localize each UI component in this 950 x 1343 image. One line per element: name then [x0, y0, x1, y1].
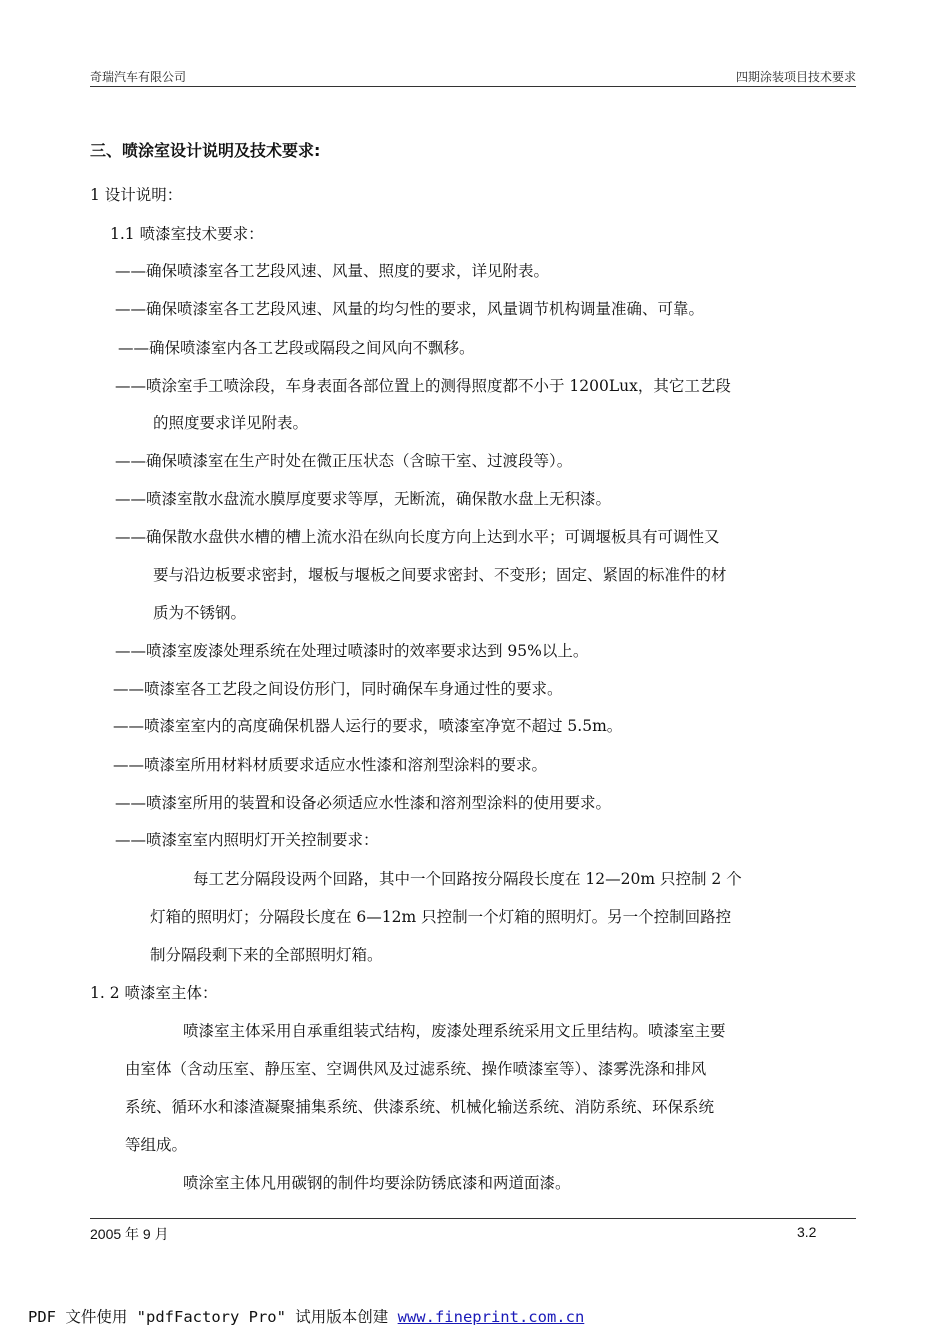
body-line: 制分隔段剩下来的全部照明灯箱。: [150, 946, 383, 964]
body-line: ——确保喷漆室在生产时处在微正压状态（含晾干室、过渡段等）。: [115, 452, 573, 470]
body-line: 喷涂室主体凡用碳钢的制件均要涂防锈底漆和两道面漆。: [183, 1174, 571, 1192]
header-doc-title: 四期涂装项目技术要求: [735, 70, 856, 84]
body-line: 灯箱的照明灯；分隔段长度在 6—12m 只控制一个灯箱的照明灯。另一个控制回路控: [150, 908, 732, 926]
body-line: 的照度要求详见附表。: [153, 414, 309, 432]
pdf-watermark-link[interactable]: www.fineprint.com.cn: [397, 1308, 585, 1326]
footer-rule: [90, 1218, 856, 1219]
body-line: ——喷漆室废漆处理系统在处理过喷漆时的效率要求达到 95%以上。: [115, 642, 589, 660]
body-line: 要与沿边板要求密封，堰板与堰板之间要求密封、不变形；固定、紧固的标准件的材: [153, 566, 727, 584]
body-line: 系统、循环水和漆渣凝聚捕集系统、供漆系统、机械化输送系统、消防系统、环保系统: [125, 1098, 715, 1116]
body-line: 每工艺分隔段设两个回路，其中一个回路按分隔段长度在 12—20m 只控制 2 个: [193, 870, 742, 888]
body-line: ——喷漆室室内的高度确保机器人运行的要求，喷漆室净宽不超过 5.5m。: [113, 717, 623, 735]
body-line: ——喷漆室散水盘流水膜厚度要求等厚，无断流，确保散水盘上无积漆。: [115, 490, 612, 508]
header-company: 奇瑞汽车有限公司: [90, 70, 187, 84]
body-line: ——确保喷漆室内各工艺段或隔段之间风向不飘移。: [118, 339, 475, 357]
pdf-watermark: [28, 1305, 584, 1327]
body-line: 等组成。: [125, 1136, 188, 1154]
body-line: ——确保喷漆室各工艺段风速、风量的均匀性的要求，风量调节机构调量准确、可靠。: [115, 300, 705, 318]
footer-date: 2005 年 9 月: [90, 1226, 169, 1242]
body-line: ——确保散水盘供水槽的槽上流水沿在纵向长度方向上达到水平；可调堰板具有可调性又: [115, 528, 720, 546]
body-line: 1.1 喷漆室技术要求：: [110, 225, 264, 243]
body-line: 1. 2 喷漆室主体：: [90, 984, 218, 1002]
body-line: 由室体（含动压室、静压室、空调供风及过滤系统、操作喷漆室等）、漆雾洗涤和排风: [125, 1060, 707, 1078]
section-title: 三、喷涂室设计说明及技术要求:: [90, 141, 321, 160]
body-line: ——喷漆室各工艺段之间设仿形门，同时确保车身通过性的要求。: [113, 680, 563, 698]
body-line: 喷漆室主体采用自承重组装式结构，废漆处理系统采用文丘里结构。喷漆室主要: [183, 1022, 726, 1040]
body-line: 质为不锈钢。: [153, 604, 247, 622]
body-line: ——喷漆室室内照明灯开关控制要求：: [115, 831, 379, 849]
header-rule: [90, 86, 856, 87]
body-line: ——喷涂室手工喷涂段，车身表面各部位置上的测得照度都不小于 1200Lux，其它工艺段: [115, 377, 731, 395]
footer-page-number: 3.2: [797, 1224, 817, 1240]
pdf-watermark-text: PDF 文件使用 "pdfFactory Pro" 试用版本创建: [28, 1308, 398, 1326]
body-line: ——确保喷漆室各工艺段风速、风量、照度的要求，详见附表。: [115, 262, 550, 280]
body-line: 1 设计说明：: [90, 186, 183, 204]
body-line: ——喷漆室所用的装置和设备必须适应水性漆和溶剂型涂料的使用要求。: [115, 794, 612, 812]
body-line: ——喷漆室所用材料材质要求适应水性漆和溶剂型涂料的要求。: [113, 756, 548, 774]
